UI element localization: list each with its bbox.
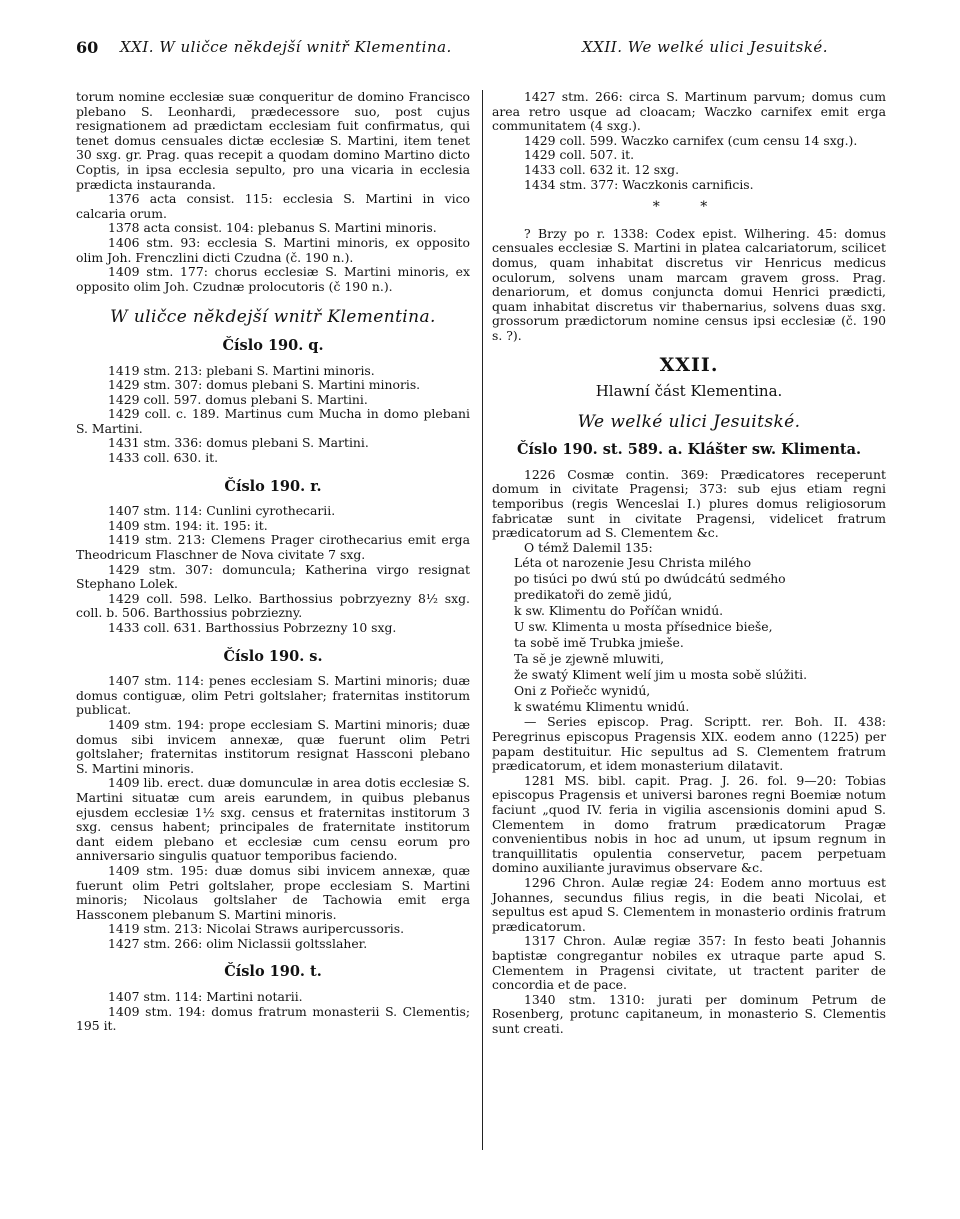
entry: — Series episcop. Prag. Scriptt. rer. Boh. II. 438: Peregrinus episcopus Pragensis XIX. eodem anno (1225) per papam destituitur. Hic sepultus ad S. Clementem fratrum prædicatorum, et idem monasterium dilatavit.: [492, 714, 886, 774]
entry: 1434 stm. 377: Waczkonis carnificis.: [524, 176, 754, 192]
entry: 1433 coll. 630. it.: [108, 450, 219, 466]
verse-line: k sw. Klimentu do Poříčan wnidú.: [514, 603, 724, 619]
entry: 1429 stm. 307: domus plebani S. Martini minoris.: [108, 377, 421, 393]
number-heading-t: Číslo 190. t.: [224, 963, 322, 981]
entry: 1407 stm. 114: penes ecclesiam S. Martini minoris; duæ domus contiguæ, olim Petri goltslaher; fraternitas institorum publicat.: [76, 673, 470, 718]
paragraph: torum nomine ecclesiæ suæ conqueritur de domino Francisco plebano S. Leonhardi, prædecessore suo, post cujus resignationem ad prædictam ecclesiam fuit confirmatus, qui tenet domus censuales dictæ ecclesiæ S. Martini, item tenet 30 sxg. gr. Prag. quas recepit a quodam domino Martino dicto Coptis, in ipsa ecclesia sepulto, pro una vicaria in ecclesia prædicta instauranda.: [76, 89, 470, 192]
entry: 1378 acta consist. 104: plebanus S. Martini minoris.: [108, 220, 437, 236]
right-column: [492, 90, 886, 1037]
entry: 1409 stm. 194: prope ecclesiam S. Martini minoris; duæ domus sibi invicem annexæ, quæ fuerunt olim Petri goltslaher; fraternitas institorum resignat Hassconi plebano S. Martini minoris.: [76, 716, 470, 776]
number-heading-s: Číslo 190. s.: [223, 647, 323, 665]
entry: 1226 Cosmæ contin. 369: Prædicatores receperunt domum in civitate Pragensi; 373: sub ejus etiam regni temporibus (regis Wenceslai I.) plures domus religiosorum fabricatæ sunt in civitate Pragensi, videlicet fratrum prædicatorum ad S. Clementem &c.: [492, 466, 886, 541]
number-heading-q: Číslo 190. q.: [222, 336, 324, 354]
entry: 1317 Chron. Aulæ regiæ 357: In festo beati Johannis baptistæ congregantur nobiles ex utraque parte apud S. Clementem in Pragensi civitate, ut tractent pariter de concordia et de pace.: [492, 933, 886, 993]
entry: ? Brzy po r. 1338: Codex epist. Wilhering. 45: domus censuales ecclesiæ S. Martini in platea calcariatorum, scilicet domus, quam inhabitat discretus vir Henricus medicus oculorum, solvens unam marcam gravem gross. Prag. denariorum, et domus conjuncta domui Henrici prædicti, quam inhabitat discretus vir thabernarius, solvens duas sxg. grossorum prædictorum nomine census ipsi ecclesiæ (č. 190 s. ?).: [492, 225, 886, 343]
verse-line: U sw. Klimenta u mosta přísednice bieše,: [514, 619, 773, 635]
entry: 1429 coll. 599. Waczko carnifex (cum censu 14 sxg.).: [524, 132, 858, 148]
entry: 1429 stm. 307: domuncula; Katherina virgo resignat Stephano Lolek.: [76, 561, 470, 592]
entry: 1406 stm. 93: ecclesia S. Martini minoris, ex opposito olim Joh. Frenczlini dicti Czudna (č. 190 n.).: [76, 234, 470, 265]
entry: 1429 coll. 598. Lelko. Barthossius pobrzyezny 8½ sxg. coll. b. 506. Barthossius pobrziezny.: [76, 590, 470, 621]
verse-block: [492, 555, 886, 715]
entry: 1419 stm. 213: Nicolai Straws auripercussoris.: [108, 921, 405, 937]
page-number: 60: [76, 38, 99, 57]
entry: 1427 stm. 266: circa S. Martinum parvum; domus cum area retro usque ad cloacam; Waczko carnifex emit erga communitatem (4 sxg.).: [492, 89, 886, 134]
entry: 1409 stm. 194: domus fratrum monasterii S. Clementis; 195 it.: [76, 1003, 470, 1034]
separator-stars: * *: [652, 199, 726, 216]
entry: 1409 stm. 195: duæ domus sibi invicem annexæ, quæ fuerunt olim Petri goltslaher, prope ecclesiam S. Martini minoris; Nicolaus goltslaher de Tachowia emit erga Hassconem plebanum S. Martini minoris.: [76, 862, 470, 922]
entry: 1407 stm. 114: Cunlini cyrothecarii.: [108, 503, 336, 519]
entry: 1409 stm. 194: it. 195: it.: [108, 517, 268, 533]
verse-line: predikatoři do zemĕ jidú,: [514, 587, 673, 603]
left-column: [76, 90, 470, 1034]
entry: 1281 MS. bibl. capit. Prag. J. 26. fol. 9—20: Tobias episcopus Pragensis et universi barones regni Boemiæ notum faciunt „quod IV. feria in vigilia ascensionis domini apud S. Clementem in domo fratrum prædicatorum Pragæ convenientibus nobis in hoc ad unum, ut ipsum regnum in tranquillitatis opulentia conservetur, pacem perpetuam domino auxiliante juravimus observare &c.: [492, 772, 886, 876]
verse-line: Ta sĕ je zjewnĕ mluwiti,: [514, 651, 665, 667]
entry: 1296 Chron. Aulæ regiæ 24: Eodem anno mortuus est Johannes, secundus filius regis, in die beati Nicolai, et sepultus est apud S. Clementem in monasterio ordinis fratrum prædicatorum.: [492, 874, 886, 934]
verse-line: ta sobĕ imĕ Trubka jmieše.: [514, 635, 684, 651]
entry: 1409 stm. 177: chorus ecclesiæ S. Martini minoris, ex opposito olim Joh. Czudnæ prolocutoris (č 190 n.).: [76, 264, 470, 294]
entry: 1409 lib. erect. duæ domunculæ in area dotis ecclesiæ S. Martini situatæ cum areis earundem, in quibus plebanus ejusdem ecclesiæ 1½ sxg. census et fraternitas institorum 3 sxg. census habent; principales de fraternitate institorum dant eidem plebano et ecclesiæ cum censu eorum pro anniversario singulis quatuor temporibus faciendo.: [76, 775, 470, 864]
verse-line: Oni z Pořiečc wynidú,: [514, 683, 651, 699]
entry: 1431 stm. 336: domus plebani S. Martini.: [108, 435, 369, 451]
right-running-title: XXII. We welké ulici Jesuitské.: [582, 38, 829, 56]
number-heading-a: Číslo 190. st. 589. a. Klášter sw. Klimenta.: [516, 441, 862, 459]
entry: 1429 coll. 597. domus plebani S. Martini.: [108, 391, 368, 407]
entry: 1419 stm. 213: Clemens Prager cirothecarius emit erga Theodricum Flaschner de Nova civitate 7 sxg.: [76, 532, 470, 563]
entry: O témž Dalemil 135:: [524, 539, 653, 555]
entry: 1427 stm. 266: olim Niclassii goltsslaher.: [108, 935, 368, 951]
verse-line: k swatému Klimentu wnidú.: [514, 699, 690, 715]
entry: 1407 stm. 114: Martini notarii.: [108, 989, 303, 1005]
running-header: [76, 38, 886, 62]
left-running-title: XXI. W uličce nĕkdejší wnitř Klementina.: [120, 38, 452, 56]
section-heading: We welké ulici Jesuitské.: [577, 411, 801, 432]
section-heading: W uličce nĕkdejší wnitř Klementina.: [110, 307, 436, 328]
verse-line: že swatý Kliment welí jim u mosta sobĕ slúžiti.: [514, 667, 808, 683]
entry: 1340 stm. 1310: jurati per dominum Petrum de Rosenberg, protunc capitaneum, in monasterio S. Clementis sunt creati.: [492, 991, 886, 1036]
entry: 1429 coll. 507. it.: [524, 147, 635, 163]
entry: 1376 acta consist. 115: ecclesia S. Martini in vico calcaria orum.: [76, 191, 470, 221]
entry: 1433 coll. 632 it. 12 sxg.: [524, 161, 680, 177]
entry: 1433 coll. 631. Barthossius Pobrzezny 10 sxg.: [108, 620, 397, 635]
chapter-subtitle: Hlawní část Klementina.: [595, 382, 783, 401]
entry: 1419 stm. 213: plebani S. Martini minoris.: [108, 362, 375, 378]
verse-line: Léta ot narozenie Jesu Christa milého: [514, 555, 752, 571]
number-heading-r: Číslo 190. r.: [224, 477, 322, 495]
column-divider: [482, 90, 483, 1150]
chapter-heading: XXII.: [659, 353, 719, 376]
verse-line: po tisúci po dwú stú po dwúdcátú sedmého: [514, 571, 786, 587]
entry: 1429 coll. c. 189. Martinus cum Mucha in domo plebani S. Martini.: [76, 406, 470, 436]
